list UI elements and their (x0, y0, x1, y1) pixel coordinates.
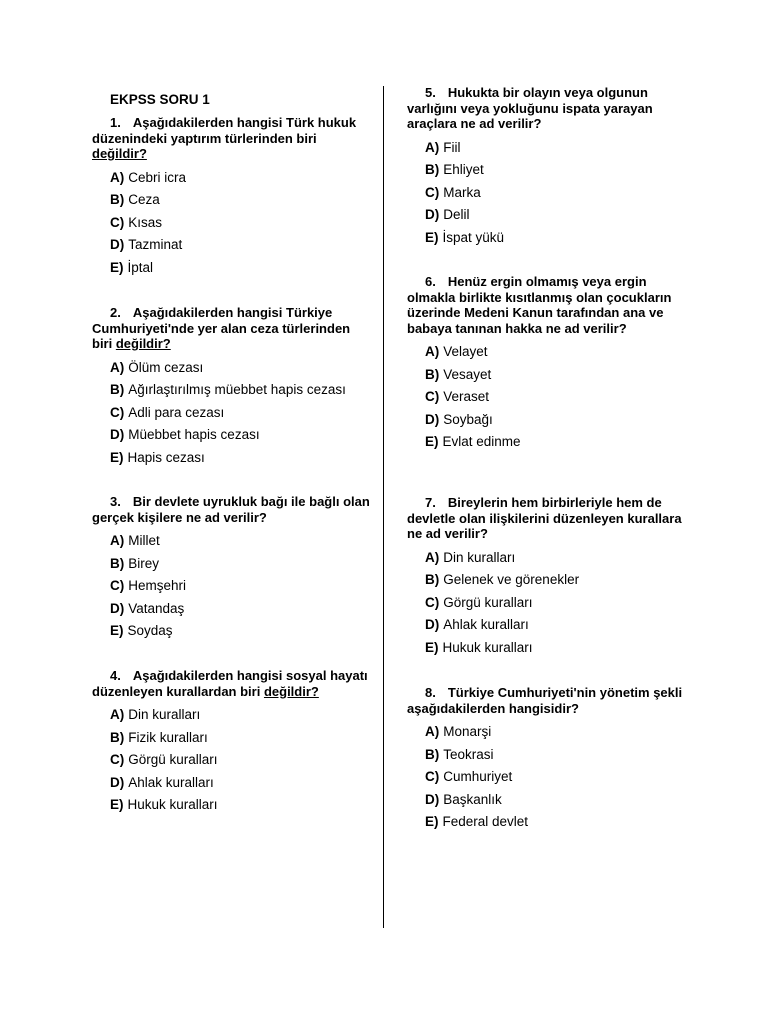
question-6 (407, 274, 689, 457)
option-a[interactable]: A) Din kuralları (425, 549, 516, 565)
question-4 (92, 668, 372, 820)
option-b[interactable]: B) Ehliyet (425, 162, 484, 177)
option-c[interactable]: C) Görgü kuralları (110, 752, 218, 767)
question-text: 1. Aşağıdakilerden hangisi Türk hukuk düzenindeki yaptırım türlerinden biri değildir? (92, 115, 357, 161)
option-a[interactable]: A) Monarşi (425, 724, 492, 739)
option-e[interactable]: E) İspat yükü (425, 229, 505, 245)
column-divider (383, 86, 384, 928)
option-c[interactable]: C) Hemşehri (110, 578, 187, 593)
option-c[interactable]: C) Veraset (425, 389, 490, 404)
option-a[interactable]: A) Din kuralları (110, 707, 201, 722)
question-2 (92, 305, 372, 472)
option-a[interactable]: A) Millet (110, 533, 160, 548)
option-d[interactable]: D) Soybağı (425, 411, 493, 427)
option-d[interactable]: D) Vatandaş (110, 600, 185, 616)
question-3 (92, 494, 372, 646)
question-8 (407, 685, 689, 837)
question-text: 2. Aşağıdakilerden hangisi Türkiye Cumhuriyeti'nde yer alan ceza türlerinden biri değildir? (92, 305, 351, 351)
option-d[interactable]: D) Başkanlık (425, 791, 502, 807)
option-e[interactable]: E) Hapis cezası (110, 449, 205, 465)
question-text: 5. Hukukta bir olayın veya olgunun varlığını veya yokluğunu ispata yarayan araçlara ne ad verilir? (407, 85, 653, 131)
question-text: 3. Bir devlete uyrukluk bağı ile bağlı olan gerçek kişilere ne ad verilir? (92, 494, 370, 525)
option-b[interactable]: B) Ceza (110, 192, 160, 207)
option-b[interactable]: B) Ağırlaştırılmış müebbet hapis cezası (110, 382, 346, 397)
option-e[interactable]: E) Soydaş (110, 623, 173, 638)
option-a[interactable]: A) Velayet (425, 344, 488, 359)
option-b[interactable]: B) Gelenek ve görenekler (425, 572, 580, 587)
option-a[interactable]: A) Cebri icra (110, 169, 187, 185)
option-c[interactable]: C) Görgü kuralları (425, 594, 533, 610)
question-text: 6. Henüz ergin olmamış veya ergin olmakla birlikte kısıtlanmış olan çocukların üzerinde Medeni Kanun tarafından ana ve babaya tanınan hakka ne ad verilir? (407, 274, 672, 336)
option-d[interactable]: D) Tazminat (110, 237, 183, 252)
option-a[interactable]: A) Fiil (425, 139, 461, 155)
option-c[interactable]: C) Marka (425, 184, 481, 200)
option-e[interactable]: E) Federal devlet (425, 814, 529, 829)
question-text: 7. Bireylerin hem birbirleriyle hem de devletle olan ilişkilerini düzenleyen kurallara ne ad verilir? (407, 495, 682, 541)
option-e[interactable]: E) Evlat edinme (425, 434, 521, 449)
option-e[interactable]: E) İptal (110, 259, 154, 275)
question-1 (92, 115, 372, 282)
question-text: 4. Aşağıdakilerden hangisi sosyal hayatı düzenleyen kurallardan biri değildir? (92, 668, 368, 699)
option-d[interactable]: D) Ahlak kuralları (110, 774, 214, 790)
question-text: 8. Türkiye Cumhuriyeti'nin yönetim şekli aşağıdakilerden hangisidir? (407, 685, 683, 716)
option-b[interactable]: B) Birey (110, 555, 160, 571)
option-a[interactable]: A) Ölüm cezası (110, 359, 204, 375)
option-e[interactable]: E) Hukuk kuralları (110, 797, 218, 812)
question-5 (407, 85, 689, 252)
question-7 (407, 495, 689, 662)
option-d[interactable]: D) Müebbet hapis cezası (110, 427, 260, 442)
option-d[interactable]: D) Ahlak kuralları (425, 617, 529, 632)
option-d[interactable]: D) Delil (425, 207, 470, 222)
page-title: EKPSS SORU 1 (110, 92, 210, 107)
option-c[interactable]: C) Kısas (110, 214, 163, 230)
option-b[interactable]: B) Fizik kuralları (110, 729, 208, 745)
option-c[interactable]: C) Cumhuriyet (425, 769, 513, 784)
option-b[interactable]: B) Teokrasi (425, 746, 494, 762)
option-b[interactable]: B) Vesayet (425, 366, 492, 382)
option-c[interactable]: C) Adli para cezası (110, 404, 225, 420)
option-e[interactable]: E) Hukuk kuralları (425, 639, 533, 655)
